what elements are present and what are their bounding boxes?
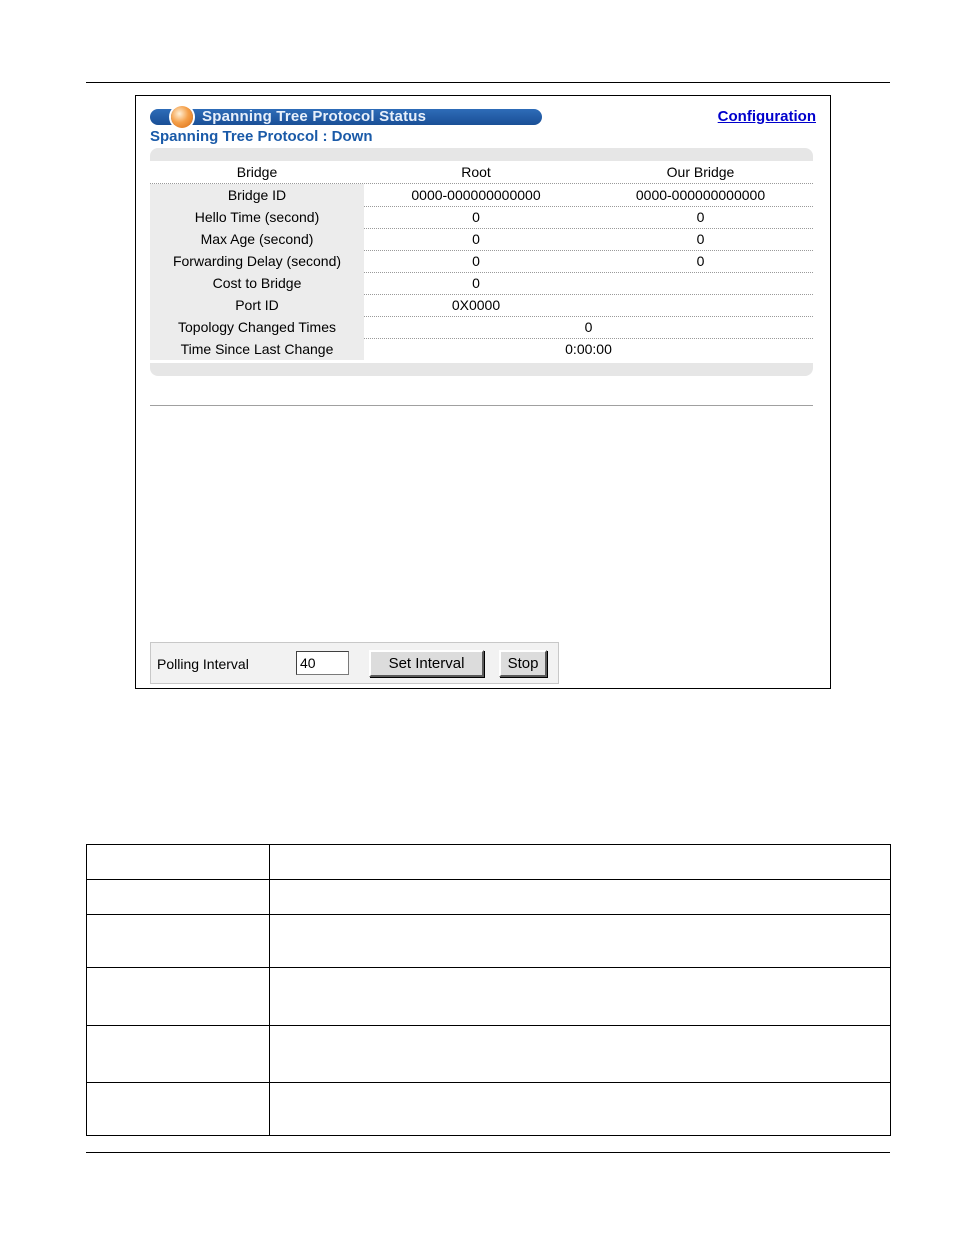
row-label: Max Age (second) xyxy=(150,228,364,250)
table-row xyxy=(150,250,813,273)
stp-status-table xyxy=(150,148,813,376)
table-row xyxy=(87,915,891,968)
table-row xyxy=(150,272,813,295)
our-bridge-value: 0000-000000000000 xyxy=(635,187,766,203)
stp-status-screenshot xyxy=(135,95,831,689)
orb-icon xyxy=(171,106,193,128)
root-value: 0 xyxy=(472,209,480,225)
column-header-root: Root xyxy=(461,164,491,180)
polling-interval-input[interactable] xyxy=(296,651,349,675)
row-label: Cost to Bridge xyxy=(150,272,364,294)
root-value: 0 xyxy=(472,253,480,269)
configuration-link[interactable]: Configuration xyxy=(717,108,816,125)
root-value: 0 xyxy=(472,231,480,247)
footer-rule xyxy=(86,1152,890,1153)
table-row xyxy=(87,968,891,1026)
table-row xyxy=(87,845,891,880)
table-row xyxy=(87,880,891,915)
table-header-row xyxy=(150,161,813,184)
table-row xyxy=(150,228,813,251)
section-divider xyxy=(150,405,813,406)
our-bridge-value xyxy=(588,294,813,316)
row-label: Hello Time (second) xyxy=(150,206,364,228)
root-value: 0 xyxy=(472,275,480,291)
table-row xyxy=(150,338,813,360)
row-label: Bridge ID xyxy=(150,184,364,206)
table-row xyxy=(150,294,813,317)
stop-button[interactable]: Stop xyxy=(499,650,547,677)
table-row xyxy=(150,316,813,339)
span-value: 0 xyxy=(584,319,593,335)
our-bridge-value xyxy=(588,272,813,294)
table-row xyxy=(150,206,813,229)
panel-title: Spanning Tree Protocol Status xyxy=(202,108,427,125)
root-value: 0X0000 xyxy=(451,297,501,313)
polling-controls xyxy=(150,642,559,684)
table-row xyxy=(150,184,813,207)
row-label: Port ID xyxy=(150,294,364,316)
span-value: 0:00:00 xyxy=(565,341,612,357)
polling-interval-label: Polling Interval xyxy=(157,656,249,672)
stp-status-line: Spanning Tree Protocol : Down xyxy=(150,128,373,145)
root-value: 0000-000000000000 xyxy=(411,187,541,203)
our-bridge-value: 0 xyxy=(696,253,705,269)
our-bridge-value: 0 xyxy=(696,209,705,225)
table-row xyxy=(87,1083,891,1136)
column-header-bridge: Bridge xyxy=(236,164,278,180)
column-header-our-bridge: Our Bridge xyxy=(666,164,735,180)
field-description-table xyxy=(86,844,891,1136)
row-label: Time Since Last Change xyxy=(150,338,364,360)
table-row xyxy=(87,1026,891,1083)
row-label: Topology Changed Times xyxy=(150,316,364,338)
panel-title-bar xyxy=(150,109,542,125)
our-bridge-value: 0 xyxy=(696,231,705,247)
row-label: Forwarding Delay (second) xyxy=(150,250,364,272)
header-rule xyxy=(86,82,890,83)
set-interval-button[interactable]: Set Interval xyxy=(369,650,484,677)
